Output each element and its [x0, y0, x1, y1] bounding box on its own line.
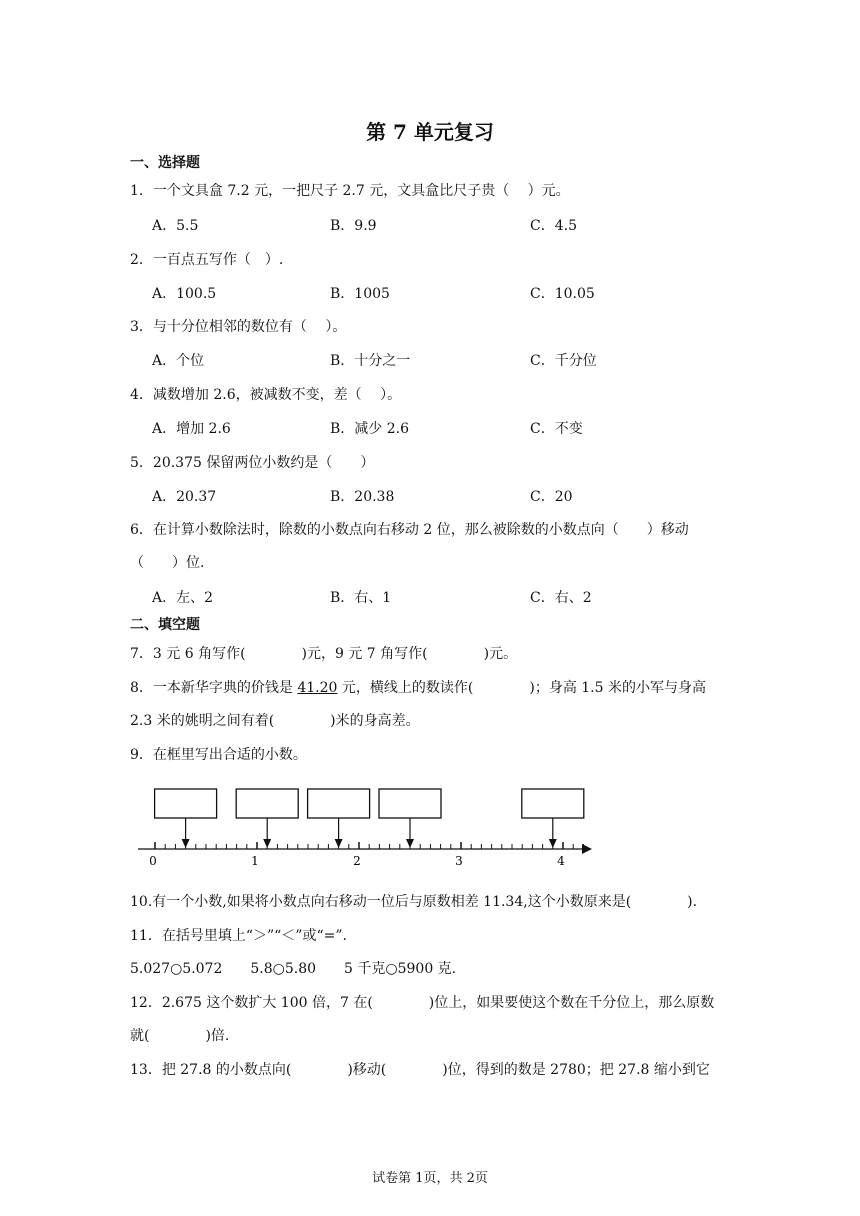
- q3-option-b: B．十分之一: [330, 353, 411, 369]
- answer-box[interactable]: [522, 789, 584, 818]
- question-3: 3．与十分位相邻的数位有（ ）。: [130, 319, 347, 335]
- tick-label: 4: [557, 854, 565, 868]
- page-footer: 试卷第 1页，共 2页: [372, 1171, 488, 1186]
- q6-option-b: B．右、1: [330, 590, 392, 606]
- section-heading-fill: 二、填空题: [130, 617, 200, 633]
- pointer-arrow-icon: [406, 839, 414, 848]
- q5-option-c: C．20: [530, 489, 573, 505]
- q3-option-c: C．千分位: [530, 353, 597, 369]
- question-8-line-1: [130, 677, 706, 697]
- q1-option-c: C．4.5: [530, 218, 577, 234]
- q4-option-b: B．减少 2.6: [330, 421, 410, 437]
- question-9: 9．在框里写出合适的小数。: [130, 747, 307, 763]
- question-10: 10.有一个小数,如果将小数点向右移动一位后与原数相差 11.34,这个小数原来是( ).: [130, 894, 698, 910]
- q3-option-a: A．个位: [152, 353, 205, 369]
- q1-option-b: B．9.9: [330, 218, 377, 234]
- q1-option-a: A．5.5: [152, 218, 199, 234]
- tick-label: 2: [353, 854, 361, 868]
- section-heading-choice: 一、选择题: [130, 155, 200, 171]
- page-title: 第 7 单元复习: [366, 120, 494, 144]
- q4-option-a: A．增加 2.6: [152, 421, 231, 437]
- tick-label: 1: [251, 854, 259, 868]
- q5-option-a: A．20.37: [152, 489, 217, 505]
- pointer-arrow-icon: [549, 839, 557, 848]
- tick-label: 0: [149, 854, 157, 868]
- answer-box[interactable]: [308, 789, 370, 818]
- question-6-line-1: 6．在计算小数除法时，除数的小数点向右移动 2 位，那么被除数的小数点向（ ）移动: [130, 522, 689, 538]
- pointer-arrow-icon: [182, 839, 190, 848]
- q2-option-c: C．10.05: [530, 286, 595, 302]
- question-8-line-2: 2.3 米的姚明之间有着( )米的身高差。: [130, 713, 420, 729]
- question-2: 2．一百点五写作（ ）.: [130, 252, 284, 268]
- q5-option-b: B．20.38: [330, 489, 395, 505]
- answer-box[interactable]: [155, 789, 217, 818]
- pointer-arrow-icon: [263, 839, 271, 848]
- answer-box[interactable]: [236, 789, 298, 818]
- q6-option-a: A．左、2: [152, 590, 214, 606]
- question-11: 11．在括号里填上“＞”“＜”或“=”.: [130, 928, 347, 944]
- q6-option-c: C．右、2: [530, 590, 592, 606]
- question-6-line-2: （ ）位.: [130, 555, 205, 571]
- question-4: 4．减数增加 2.6，被减数不变，差（ ）。: [130, 387, 402, 403]
- pointer-arrow-icon: [335, 839, 343, 848]
- question-7: 7．3 元 6 角写作( )元，9 元 7 角写作( )元。: [130, 646, 518, 662]
- q8-underlined-price: 41.20: [297, 680, 338, 696]
- answer-box[interactable]: [379, 789, 441, 818]
- question-5: 5．20.375 保留两位小数约是（ ）: [130, 455, 375, 471]
- q2-option-a: A．100.5: [152, 286, 217, 302]
- q8-text-a: 8．一本新华字典的价钱是: [130, 680, 298, 696]
- q2-option-b: B．1005: [330, 286, 390, 302]
- tick-label: 3: [455, 854, 463, 868]
- question-11-comparisons: 5.027○5.072 5.8○5.80 5 千克○5900 克.: [130, 961, 457, 977]
- question-12-line-2: 就( )倍.: [130, 1028, 230, 1044]
- number-line-figure: [130, 783, 600, 873]
- question-13: 13．把 27.8 的小数点向( )移动( )位，得到的数是 2780；把 27.8 缩小到它: [130, 1062, 710, 1078]
- question-12-line-1: 12．2.675 这个数扩大 100 倍，7 在( )位上，如果要使这个数在千分位上，那么原数: [130, 995, 715, 1011]
- q4-option-c: C．不变: [530, 421, 583, 437]
- question-1: 1．一个文具盒 7.2 元，一把尺子 2.7 元，文具盒比尺子贵（ ）元。: [130, 183, 570, 199]
- q8-text-b: 元，横线上的数读作( )；身高 1.5 米的小军与身高: [337, 680, 706, 696]
